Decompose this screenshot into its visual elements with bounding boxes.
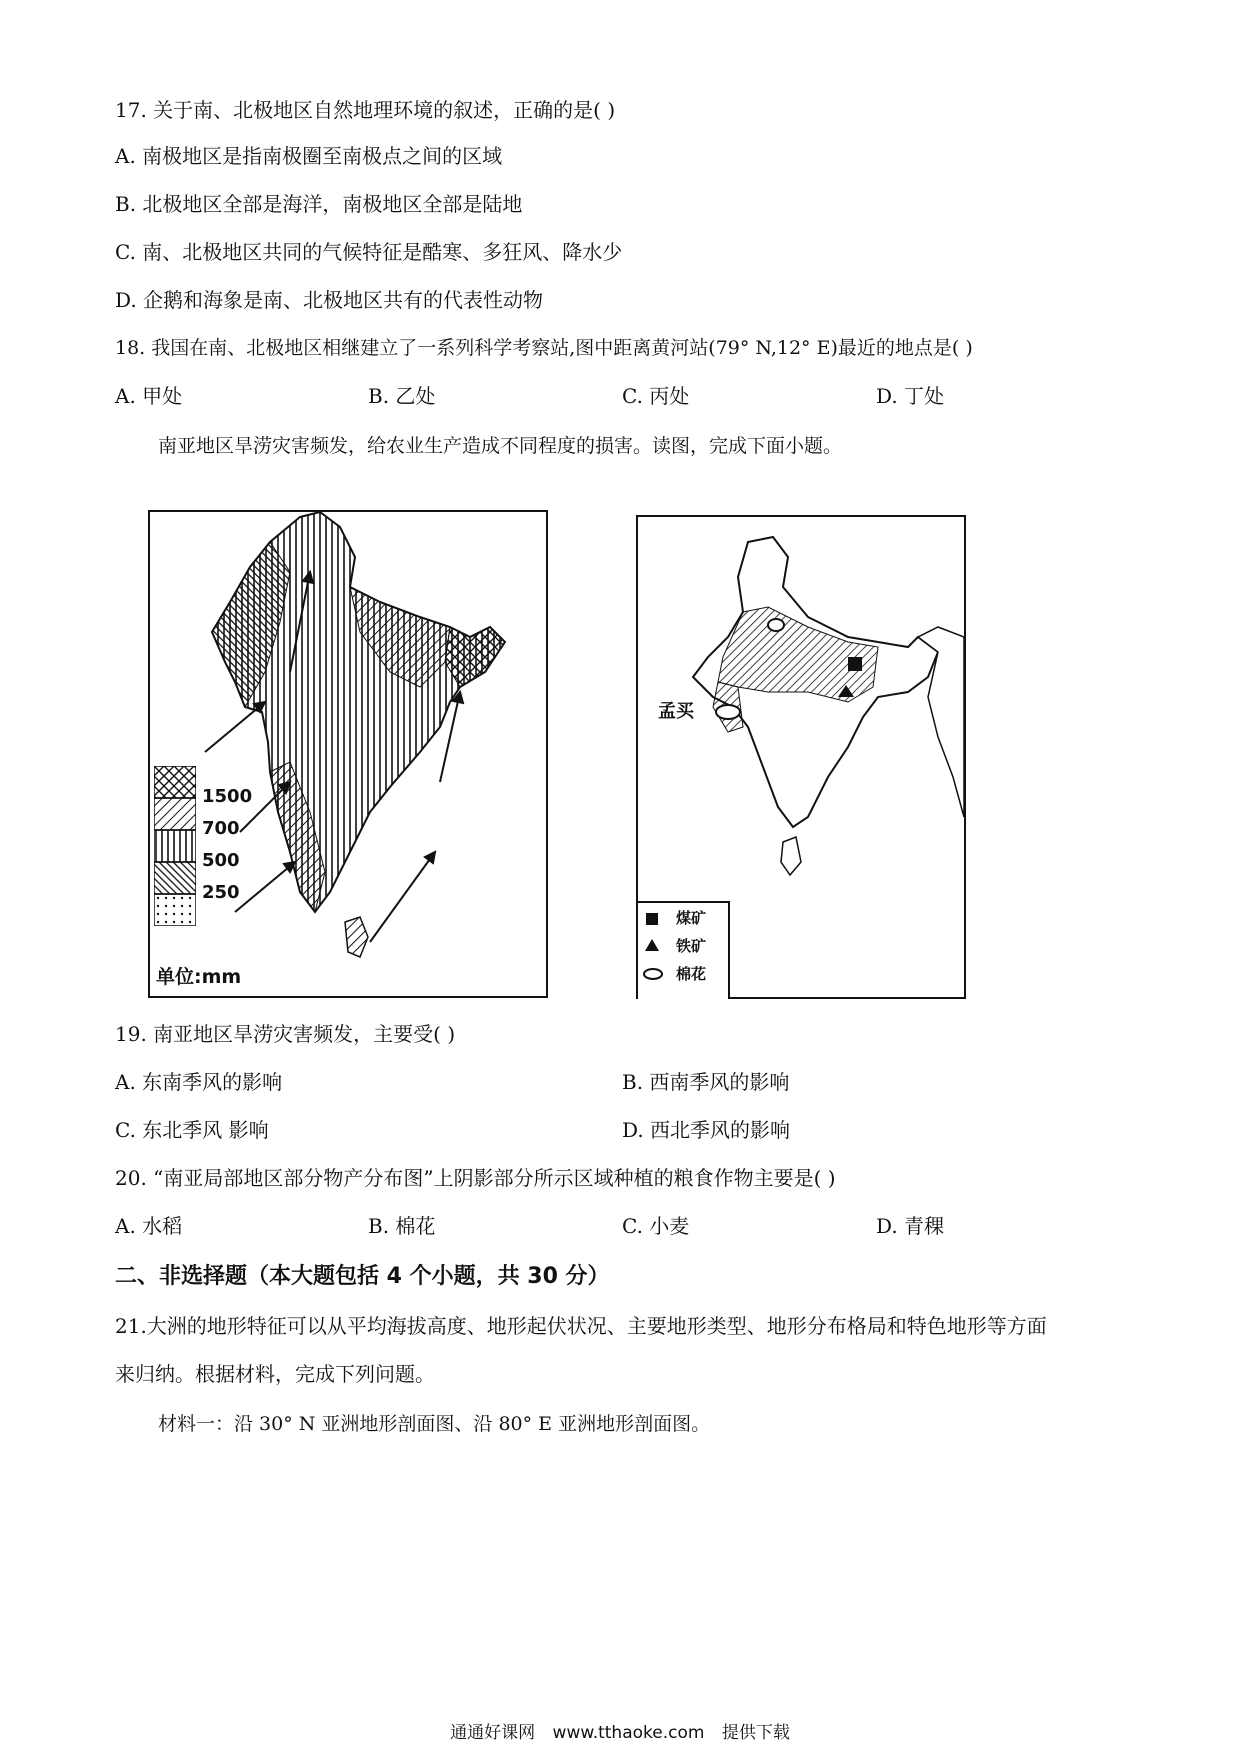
resource-legend: [638, 901, 730, 999]
q18-option-d: D. 丁处: [876, 384, 945, 408]
footer-note: 提供下载: [721, 1723, 790, 1743]
section-2-heading: 二、非选择题（本大题包括 4 个小题，共 30 分）: [115, 1264, 610, 1289]
precipitation-map: [148, 510, 548, 998]
resource-map: [636, 515, 966, 999]
precipitation-map-graphic: [150, 512, 546, 996]
legend-coal-icon: [646, 913, 658, 925]
q20-option-d: D. 青稞: [876, 1214, 945, 1238]
precipitation-legend-swatches: [154, 766, 196, 926]
intro-text: 南亚地区旱涝灾害频发，给农业生产造成不同程度的损害。读图，完成下面小题。: [158, 435, 843, 457]
precipitation-unit: 单位:mm: [156, 966, 242, 988]
legend-700: 700: [202, 818, 240, 839]
footer-site: 通通好课网: [450, 1723, 536, 1743]
q19-option-c: C. 东北季风 影响: [115, 1118, 269, 1142]
q18-option-a: A. 甲处: [115, 384, 183, 408]
q21-line1: 21.大洲的地形特征可以从平均海拔高度、地形起伏状况、主要地形类型、地形分布格局和特色地形等方面: [115, 1314, 1047, 1338]
cotton-symbol: [716, 705, 740, 719]
q19-stem: 19. 南亚地区旱涝灾害频发，主要受( ): [115, 1022, 456, 1046]
precipitation-legend-labels: [202, 786, 253, 909]
q18-stem: 18. 我国在南、北极地区相继建立了一系列科学考察站,图中距离黄河站(79° N,12° E)最近的地点是( ): [115, 337, 973, 359]
q18-option-b: B. 乙处: [368, 384, 436, 408]
q17-stem: 17. 关于南、北极地区自然地理环境的叙述，正确的是( ): [115, 98, 616, 122]
precipitation-legend: [154, 766, 196, 926]
q19-option-d: D. 西北季风的影响: [622, 1118, 791, 1142]
legend-iron-icon: [645, 939, 659, 951]
q21-material: 材料一：沿 30° N 亚洲地形剖面图、沿 80° E 亚洲地形剖面图。: [158, 1413, 711, 1435]
q18-option-c: C. 丙处: [622, 384, 690, 408]
legend-coal-label: 煤矿: [676, 909, 707, 927]
q17-option-d: D. 企鹅和海象是南、北极地区共有的代表性动物: [115, 288, 544, 312]
city-mumbai-label: 孟买: [658, 701, 694, 722]
legend-250: 250: [202, 882, 240, 903]
legend-iron-label: 铁矿: [676, 937, 707, 955]
legend-1500: 1500: [202, 786, 253, 807]
q17-option-b: B. 北极地区全部是海洋，南极地区全部是陆地: [115, 192, 523, 216]
page-footer: [0, 1718, 1240, 1743]
legend-500: 500: [202, 850, 240, 871]
q19-option-a: A. 东南季风的影响: [115, 1070, 283, 1094]
q20-option-b: B. 棉花: [368, 1214, 436, 1238]
q21-line2: 来归纳。根据材料，完成下列问题。: [115, 1362, 435, 1386]
q19-option-b: B. 西南季风的影响: [622, 1070, 790, 1094]
legend-cotton-label: 棉花: [676, 965, 707, 983]
q17-option-c: C. 南、北极地区共同的气候特征是酷寒、多狂风、降水少: [115, 240, 623, 264]
coal-symbol: [848, 657, 862, 671]
q20-option-a: A. 水稻: [115, 1214, 183, 1238]
q20-option-c: C. 小麦: [622, 1214, 690, 1238]
q20-stem: 20. “南亚局部地区部分物产分布图”上阴影部分所示区域种植的粮食作物主要是( ): [115, 1166, 836, 1190]
footer-url[interactable]: www.tthaoke.com: [552, 1723, 705, 1743]
q17-option-a: A. 南极地区是指南极圈至南极点之间的区域: [115, 144, 503, 168]
legend-cotton-icon: [642, 967, 664, 981]
